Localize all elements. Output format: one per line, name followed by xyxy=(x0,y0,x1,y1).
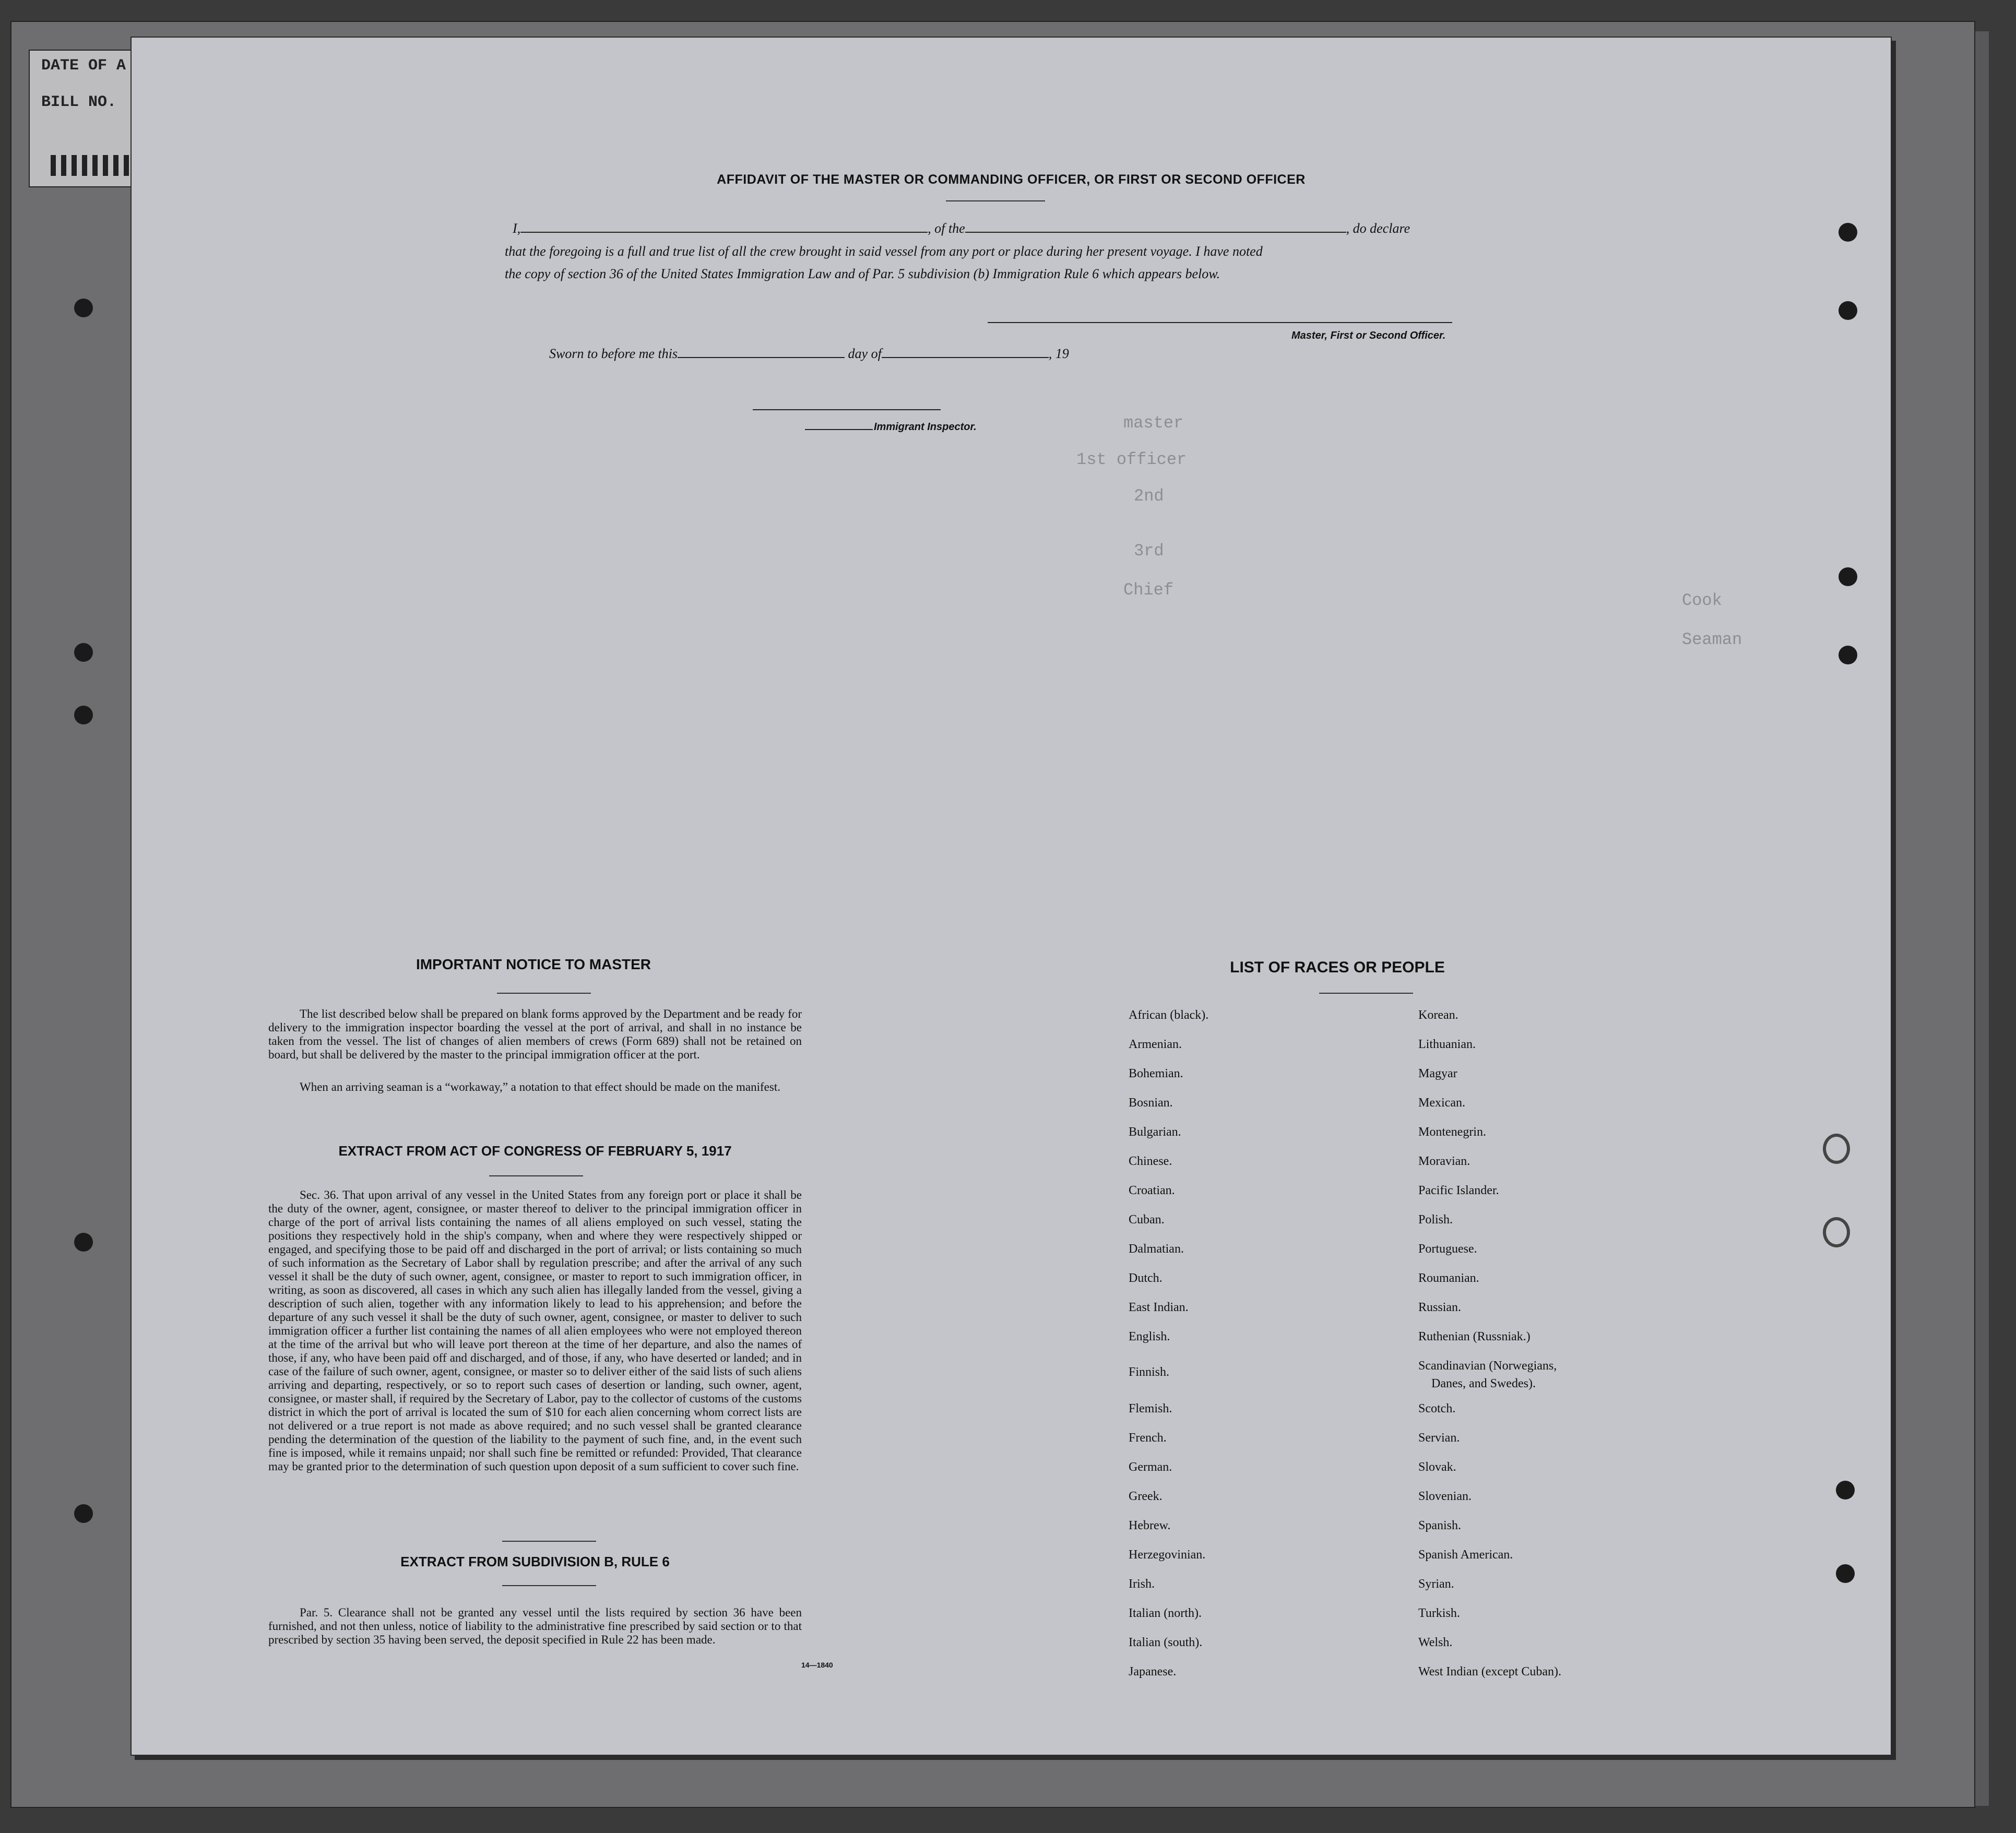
race-item: Finnish. xyxy=(1129,1365,1170,1379)
race-item: Montenegrin. xyxy=(1418,1125,1486,1139)
punch-hole xyxy=(1836,1481,1855,1499)
notice-paragraph-1: The list described below shall be prepared on blank forms approved by the Department and be ready for delivery to the immigration inspector boarding the vessel at the port of arrival, and shall in no instance be taken from the vessel. The list of changes of alien members of crews (Form 689) shall not be retained on board, but shall be delivered by the master to the principal immigration officer at the port. xyxy=(268,1007,802,1061)
punch-hole xyxy=(1839,223,1857,242)
act-section-36-text: Sec. 36. That upon arrival of any vessel in the United States from any foreign port or place it shall be the duty of the owner, agent, consignee, or master thereof to deliver to the principal immigration officer in charge of the port of arrival lists containing the names of all aliens employed on such vessel, stating the positions they respectively hold in the ship's company, when and where they were respectively shipped or engaged, and specifying those to be paid off and discharged in the port of arrival; or lists containing so much of such information as the Secretary of Labor shall by regulation prescribe; and after the arrival of any such vessel it shall be the duty of such owner, agent, consignee, or master to report to such immigration officer, in writing, as soon as discovered, all cases in which any such alien has illegally landed from the vessel, giving a description of such alien, together with any information likely to lead to his apprehension; and before the departure of any such vessel it shall be the duty of such owner, agent, consignee, or master to deliver to such immigration officer a further list containing the names of all alien employees who were not employed thereon at the time of the arrival but who will leave port thereon at the time of her departure, and also the names of those, if any, who have been paid off and discharged, and of those, if any, who have deserted or landed; and in case of the failure of such owner, agent, consignee, or master so to deliver either of the said lists of such aliens arriving and departing, respectively, or so to report such cases of desertion or landing, such owner, agent, consignee, or master shall, if required by the Secretary of Labor, pay to the collector of customs of the customs district in which the port of arrival is located the sum of $10 for each alien concerning whom correct lists are not delivered or a true report is not made as above required; and no such vessel shall be granted clearance pending the determination of the question of the liability to the payment of such fine, and, in the event such fine is imposed, while it remains unpaid; nor shall such fine be remitted or refunded: Provided, That clearance may be granted prior to the determination of such question upon deposit of a sum sufficient to cover such fine. xyxy=(268,1188,802,1473)
corner-tab-line1: DATE OF A xyxy=(41,57,126,75)
race-item: Roumanian. xyxy=(1418,1271,1479,1285)
race-item: Dalmatian. xyxy=(1129,1242,1184,1256)
punch-hole xyxy=(1839,567,1857,586)
rule-par-5-text: Par. 5. Clearance shall not be granted any vessel until the lists required by section 36 have been furnished, and not then unless, notice of liability to the administrative fine prescribed by said section or to that prescribed by section 35 having been served, the deposit specified in Rule 22 has been made. xyxy=(268,1606,802,1646)
sworn-line xyxy=(549,346,1069,362)
sworn-label: Sworn to before me this xyxy=(549,346,678,361)
bleed-text: 2nd xyxy=(1134,486,1164,506)
declaration-line-3: the copy of section 36 of the United States Immigration Law and of Par. 5 subdivision (b) Immigration Rule 6 which appears below. xyxy=(505,266,1220,281)
race-item: East Indian. xyxy=(1129,1301,1189,1314)
inspector-line-short xyxy=(805,429,873,430)
declaration-line-1 xyxy=(513,220,1410,236)
race-item: Ruthenian (Russniak.) xyxy=(1418,1330,1531,1343)
bleed-text: 3rd xyxy=(1134,541,1164,561)
corner-tab-line2: BILL NO. xyxy=(41,93,117,111)
bleed-text: master xyxy=(1123,413,1184,433)
race-item: Italian (south). xyxy=(1129,1636,1203,1649)
race-item: Chinese. xyxy=(1129,1154,1172,1168)
do-declare-label: , do declare xyxy=(1346,221,1410,236)
notice-paragraph-2: When an arriving seaman is a “workaway,” a notation to that effect should be made on the manifest. xyxy=(300,1080,780,1093)
race-item: African (black). xyxy=(1129,1008,1209,1022)
punch-hole xyxy=(74,706,93,724)
race-item: Irish. xyxy=(1129,1577,1155,1591)
races-title: LIST OF RACES OR PEOPLE xyxy=(1230,959,1445,976)
race-item: German. xyxy=(1129,1460,1172,1474)
name-blank xyxy=(520,220,928,233)
punch-hole xyxy=(74,1233,93,1252)
race-item: Korean. xyxy=(1418,1008,1458,1022)
sworn-day-blank xyxy=(678,346,845,358)
bleed-text: Seaman xyxy=(1682,630,1742,649)
race-item: Welsh. xyxy=(1418,1636,1453,1649)
race-item: Lithuanian. xyxy=(1418,1038,1476,1051)
race-item: French. xyxy=(1129,1431,1167,1445)
form-code: 14—1840 xyxy=(801,1661,833,1669)
race-item: Slovenian. xyxy=(1418,1490,1472,1503)
notice-title: IMPORTANT NOTICE TO MASTER xyxy=(416,956,651,972)
race-item: Dutch. xyxy=(1129,1271,1163,1285)
race-item: Spanish American. xyxy=(1418,1548,1513,1562)
race-item: Hebrew. xyxy=(1129,1519,1171,1532)
race-item: Moravian. xyxy=(1418,1154,1471,1168)
race-item: Magyar xyxy=(1418,1067,1457,1080)
race-item: Polish. xyxy=(1418,1213,1453,1227)
race-item: West Indian (except Cuban). xyxy=(1418,1665,1561,1679)
bleed-text: 1st officer xyxy=(1076,450,1187,469)
punch-hole xyxy=(1836,1564,1855,1583)
race-item: Portuguese. xyxy=(1418,1242,1477,1256)
signature-label: Master, First or Second Officer. xyxy=(1291,330,1446,341)
race-item: Flemish. xyxy=(1129,1402,1172,1415)
race-item: Japanese. xyxy=(1129,1665,1177,1679)
bleed-text: Chief xyxy=(1123,580,1174,600)
race-item: Bosnian. xyxy=(1129,1096,1173,1110)
affidavit-title: AFFIDAVIT OF THE MASTER OR COMMANDING OFFICER, OR FIRST OR SECOND OFFICER xyxy=(717,172,1306,187)
rule-rule xyxy=(502,1585,596,1586)
act-end-rule xyxy=(502,1541,596,1542)
race-item: Armenian. xyxy=(1129,1038,1182,1051)
race-item: Pacific Islander. xyxy=(1418,1184,1499,1197)
signature-line xyxy=(988,322,1452,323)
notice-rule xyxy=(497,993,591,994)
punch-hole xyxy=(1839,301,1857,320)
punch-hole xyxy=(1823,1134,1850,1164)
declaration-i-label: I, xyxy=(513,221,521,236)
corner-tab-bars xyxy=(51,155,129,176)
race-item: Slovak. xyxy=(1418,1460,1456,1474)
punch-hole xyxy=(1823,1217,1850,1247)
race-item: Spanish. xyxy=(1418,1519,1462,1532)
race-item: Servian. xyxy=(1418,1431,1460,1445)
race-item: English. xyxy=(1129,1330,1170,1343)
punch-hole xyxy=(74,299,93,317)
race-item: Cuban. xyxy=(1129,1213,1165,1227)
vessel-blank xyxy=(965,220,1346,233)
race-item: Danes, and Swedes). xyxy=(1431,1377,1536,1390)
title-rule xyxy=(946,200,1045,201)
race-item: Scandinavian (Norwegians, xyxy=(1418,1359,1557,1373)
year-label: , 19 xyxy=(1048,346,1069,361)
race-item: Bohemian. xyxy=(1129,1067,1183,1080)
rule-extract-title: EXTRACT FROM SUBDIVISION B, RULE 6 xyxy=(400,1554,670,1569)
race-item: Russian. xyxy=(1418,1301,1462,1314)
inspector-label: Immigrant Inspector. xyxy=(874,421,977,433)
race-item: Syrian. xyxy=(1418,1577,1454,1591)
race-item: Herzegovinian. xyxy=(1129,1548,1206,1562)
race-item: Italian (north). xyxy=(1129,1606,1202,1620)
day-of-label: day of xyxy=(848,346,882,361)
act-extract-title: EXTRACT FROM ACT OF CONGRESS OF FEBRUARY 5, 1917 xyxy=(338,1143,732,1159)
act-rule xyxy=(489,1175,583,1176)
bleed-text: Cook xyxy=(1682,591,1722,610)
form-page xyxy=(131,37,1892,1756)
punch-hole xyxy=(74,643,93,662)
declaration-line-2: that the foregoing is a full and true list of all the crew brought in said vessel from any port or place during her present voyage. I have noted xyxy=(505,244,1263,259)
race-item: Greek. xyxy=(1129,1490,1163,1503)
race-item: Bulgarian. xyxy=(1129,1125,1181,1139)
race-item: Scotch. xyxy=(1418,1402,1456,1415)
race-item: Mexican. xyxy=(1418,1096,1465,1110)
punch-hole xyxy=(74,1504,93,1523)
race-item: Croatian. xyxy=(1129,1184,1175,1197)
sworn-month-blank xyxy=(882,346,1049,358)
race-item: Turkish. xyxy=(1418,1606,1460,1620)
inspector-line xyxy=(753,409,941,410)
of-the-label: , of the xyxy=(928,221,965,236)
punch-hole xyxy=(1839,646,1857,664)
races-rule xyxy=(1319,993,1413,994)
